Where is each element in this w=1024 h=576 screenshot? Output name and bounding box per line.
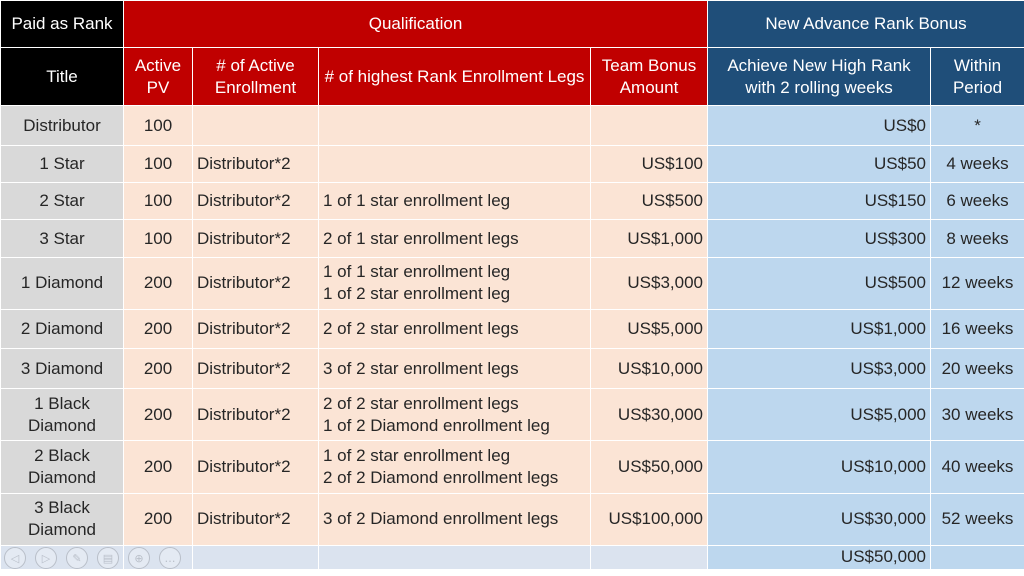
- previous-slide-icon[interactable]: ◁: [4, 547, 26, 569]
- table-row: [1, 493, 1024, 545]
- active-pv-cell: 200: [124, 309, 193, 348]
- active-enrollment-cell: Distributor*2: [193, 349, 319, 389]
- advance-bonus-cell: US$0: [708, 106, 931, 146]
- active-enrollment-cell: [193, 106, 319, 146]
- rank-title-cell: 3 Diamond: [1, 349, 124, 389]
- within-period-cell: 52 weeks: [931, 493, 1024, 545]
- active-pv-cell: 200: [124, 441, 193, 493]
- team-bonus-cell: US$30,000: [591, 389, 708, 441]
- active-enrollment-cell: Distributor*2: [193, 441, 319, 493]
- table-row: [1, 349, 1024, 389]
- col-within-period-header: Within Period: [931, 48, 1024, 106]
- enrollment-legs-cell: [319, 146, 591, 183]
- rank-title-cell: 1 Diamond: [1, 257, 124, 309]
- advance-bonus-cell: US$10,000: [708, 441, 931, 493]
- active-enrollment-cell: Distributor*2: [193, 257, 319, 309]
- col-active-enrollment-header: # of Active Enrollment: [193, 48, 319, 106]
- footer-empty-cell: [319, 545, 591, 569]
- rank-title-cell: 2 Star: [1, 183, 124, 220]
- team-bonus-cell: US$3,000: [591, 257, 708, 309]
- table-row: [1, 106, 1024, 146]
- table-row: [1, 146, 1024, 183]
- group-header-row: [1, 1, 1024, 48]
- rank-title-cell: 3 Star: [1, 220, 124, 257]
- footer-empty-cell: [193, 545, 319, 569]
- active-enrollment-cell: Distributor*2: [193, 183, 319, 220]
- enrollment-legs-cell: 2 of 2 star enrollment legs 1 of 2 Diamond enrollment leg: [319, 389, 591, 441]
- column-header-row: [1, 48, 1024, 106]
- paid-as-rank-header: Paid as Rank: [1, 1, 124, 48]
- footer-empty-cell: [931, 545, 1024, 569]
- zoom-icon[interactable]: ⊕: [128, 547, 150, 569]
- enrollment-legs-cell: 3 of 2 star enrollment legs: [319, 349, 591, 389]
- advance-bonus-cell: US$5,000: [708, 389, 931, 441]
- team-bonus-cell: US$5,000: [591, 309, 708, 348]
- enrollment-legs-cell: 1 of 1 star enrollment leg: [319, 183, 591, 220]
- enrollment-legs-cell: 2 of 1 star enrollment legs: [319, 220, 591, 257]
- within-period-cell: 4 weeks: [931, 146, 1024, 183]
- more-options-icon[interactable]: …: [159, 547, 181, 569]
- rank-title-cell: 2 Black Diamond: [1, 441, 124, 493]
- advance-bonus-cell: US$1,000: [708, 309, 931, 348]
- col-team-bonus-header: Team Bonus Amount: [591, 48, 708, 106]
- team-bonus-cell: US$50,000: [591, 441, 708, 493]
- rank-title-cell: 1 Star: [1, 146, 124, 183]
- within-period-cell: 40 weeks: [931, 441, 1024, 493]
- enrollment-legs-cell: 1 of 2 star enrollment leg 2 of 2 Diamond enrollment legs: [319, 441, 591, 493]
- team-bonus-cell: US$500: [591, 183, 708, 220]
- table-row: [1, 257, 1024, 309]
- active-pv-cell: 200: [124, 389, 193, 441]
- active-enrollment-cell: Distributor*2: [193, 389, 319, 441]
- table-row: [1, 309, 1024, 348]
- col-title-header: Title: [1, 48, 124, 106]
- footer-empty-cell: [591, 545, 708, 569]
- active-pv-cell: 200: [124, 493, 193, 545]
- enrollment-legs-cell: 3 of 2 Diamond enrollment legs: [319, 493, 591, 545]
- active-pv-cell: 100: [124, 220, 193, 257]
- slideshow-toolbar: [4, 547, 181, 569]
- team-bonus-cell: [591, 106, 708, 146]
- team-bonus-cell: US$100,000: [591, 493, 708, 545]
- within-period-cell: 16 weeks: [931, 309, 1024, 348]
- active-pv-cell: 100: [124, 106, 193, 146]
- next-slide-icon[interactable]: ▷: [35, 547, 57, 569]
- col-highest-rank-legs-header: # of highest Rank Enrollment Legs: [319, 48, 591, 106]
- advance-bonus-cell: US$150: [708, 183, 931, 220]
- col-achieve-new-high-rank-header: Achieve New High Rank with 2 rolling weeks: [708, 48, 931, 106]
- table-row: [1, 183, 1024, 220]
- team-bonus-cell: US$1,000: [591, 220, 708, 257]
- table-row: [1, 220, 1024, 257]
- team-bonus-cell: US$100: [591, 146, 708, 183]
- within-period-cell: *: [931, 106, 1024, 146]
- active-pv-cell: 100: [124, 183, 193, 220]
- advance-bonus-cell: US$500: [708, 257, 931, 309]
- rank-title-cell: 2 Diamond: [1, 309, 124, 348]
- advance-bonus-cell: US$50: [708, 146, 931, 183]
- advance-bonus-cell: US$30,000: [708, 493, 931, 545]
- active-pv-cell: 200: [124, 257, 193, 309]
- within-period-cell: 30 weeks: [931, 389, 1024, 441]
- pen-icon[interactable]: ✎: [66, 547, 88, 569]
- enrollment-legs-cell: [319, 106, 591, 146]
- slides-icon[interactable]: ▤: [97, 547, 119, 569]
- rank-title-cell: 1 Black Diamond: [1, 389, 124, 441]
- footer-bonus-cell: US$50,000: [708, 545, 931, 569]
- within-period-cell: 6 weeks: [931, 183, 1024, 220]
- table-row: [1, 441, 1024, 493]
- qualification-header: Qualification: [124, 1, 708, 48]
- active-pv-cell: 200: [124, 349, 193, 389]
- within-period-cell: 20 weeks: [931, 349, 1024, 389]
- active-enrollment-cell: Distributor*2: [193, 309, 319, 348]
- active-enrollment-cell: Distributor*2: [193, 146, 319, 183]
- rank-title-cell: 3 Black Diamond: [1, 493, 124, 545]
- rank-title-cell: Distributor: [1, 106, 124, 146]
- enrollment-legs-cell: 2 of 2 star enrollment legs: [319, 309, 591, 348]
- within-period-cell: 12 weeks: [931, 257, 1024, 309]
- advance-bonus-cell: US$300: [708, 220, 931, 257]
- advance-bonus-cell: US$3,000: [708, 349, 931, 389]
- col-active-pv-header: Active PV: [124, 48, 193, 106]
- enrollment-legs-cell: 1 of 1 star enrollment leg 1 of 2 star enrollment leg: [319, 257, 591, 309]
- within-period-cell: 8 weeks: [931, 220, 1024, 257]
- new-advance-rank-bonus-header: New Advance Rank Bonus: [708, 1, 1024, 48]
- team-bonus-cell: US$10,000: [591, 349, 708, 389]
- active-enrollment-cell: Distributor*2: [193, 220, 319, 257]
- active-enrollment-cell: Distributor*2: [193, 493, 319, 545]
- table-row: [1, 389, 1024, 441]
- active-pv-cell: 100: [124, 146, 193, 183]
